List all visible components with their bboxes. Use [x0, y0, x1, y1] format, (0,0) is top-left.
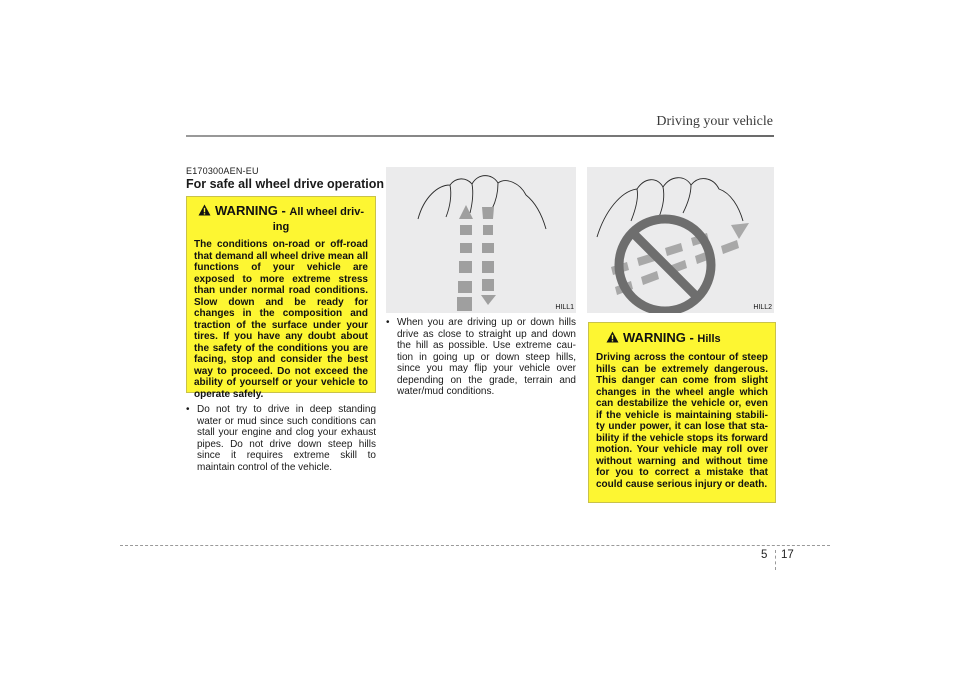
- header-rule: [186, 135, 774, 137]
- bullet-dot: •: [186, 404, 190, 415]
- footer-rule: [120, 545, 830, 546]
- warning-label: WARNING -: [215, 203, 286, 218]
- warning-subject: All wheel driv-: [289, 206, 364, 218]
- warning-label: WARNING -: [623, 330, 694, 345]
- chapter-number: 5: [761, 549, 768, 561]
- warning-heading: [194, 204, 368, 234]
- warning-text: The conditions on-road or off-road that demand all wheel drive mean all functions of your vehicle are exposed to more extreme stress than under normal road conditions. Slow down and be ready for changes in the composition and traction of the surface under your tires. If you have any doubt about the safety of the conditions you are facing, stop and consider the best way to proceed. Do not exceed the ability of yourself or your vehicle to operate safely.: [194, 239, 368, 400]
- page-number: 17: [781, 549, 794, 561]
- bullet-hills: [386, 317, 576, 398]
- bullet-text: Do not try to drive in deep standing water or mud since such conditions can stall your engine and clog your exhaust pipes. Do not drive down steep hills since it requires extreme skill to maintain control of the vehicle.: [197, 404, 376, 473]
- warning-subject: Hills: [697, 333, 721, 345]
- warning-triangle-icon: [198, 204, 211, 216]
- warning-box-awd: [186, 196, 376, 400]
- warning-text: Driving across the contour of steep hills can be extremely dangerous. This danger can come from slight changes in the wheel angle which can destabilize the vehicle or, even if the vehicle is maintaining stabili- ty under power, it can lose that sta- bility if the vehicle stops its forward motion. Your vehicle may roll over without warning and without time for you to correct a mistake that could cause serious injury or death.: [596, 352, 768, 490]
- illustration-hill2: [587, 167, 774, 313]
- illustration-hill1: [386, 167, 576, 313]
- section-title: For safe all wheel drive operation: [186, 177, 384, 191]
- warning-triangle-icon: [606, 331, 619, 343]
- bullet-dot: •: [386, 317, 390, 328]
- running-header: Driving your vehicle: [656, 114, 773, 129]
- hill1-label: HILL1: [555, 304, 574, 311]
- hill1-drawing: [386, 167, 576, 313]
- hill2-label: HILL2: [753, 304, 772, 311]
- warning-heading: [596, 331, 768, 346]
- bullet-text: When you are driving up or down hills drive as close to straight up and down the hill as possible. Use extreme cau- tion in going up or down steep hills, since you may flip your vehicle over depending on the grade, terrain and water/mud conditions.: [397, 317, 576, 397]
- page-number-divider: [775, 550, 776, 570]
- bullet-deep-water: [186, 404, 376, 473]
- hill2-drawing: [587, 167, 774, 313]
- warning-box-hills: [588, 322, 776, 503]
- section-code: E170300AEN-EU: [186, 166, 259, 176]
- warning-subject-cont: ing: [272, 221, 290, 233]
